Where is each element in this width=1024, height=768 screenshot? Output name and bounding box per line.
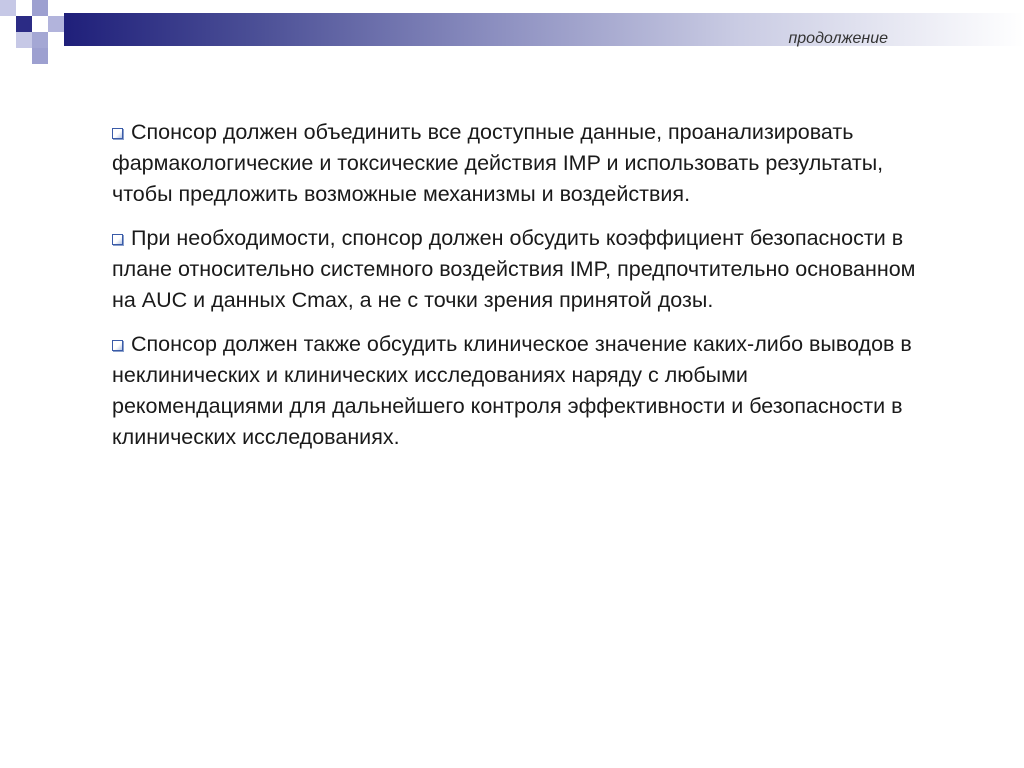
bullet-list <box>112 117 922 466</box>
bullet-text: При необходимости, спонсор должен обсудить коэффициент безопасности в плане относительно системного воздействия IMP, предпочтительно основанном на AUC и данных Cmax, а не с точки зрения принятой дозы. <box>112 226 916 312</box>
corner-squares-decoration <box>0 0 64 64</box>
deco-square <box>32 16 48 32</box>
deco-square <box>48 0 64 16</box>
bullet-item <box>112 329 922 453</box>
deco-square <box>0 32 16 48</box>
deco-square <box>0 0 16 16</box>
deco-square <box>16 0 32 16</box>
deco-square <box>32 48 48 64</box>
bullet-text: Спонсор должен также обсудить клиническое значение каких-либо выводов в неклинических и клинических исследованиях наряду с любыми рекомендациями для дальнейшего контроля эффективности и безопасности в клинических исследованиях. <box>112 332 912 449</box>
hollow-square-icon <box>112 234 123 245</box>
bullet-item <box>112 117 922 210</box>
bullet-item <box>112 223 922 316</box>
deco-square <box>32 0 48 16</box>
bullet-text: Спонсор должен объединить все доступные данные, проанализировать фармакологические и токсические действия IMP и использовать результаты, чтобы предложить возможные механизмы и воздействия. <box>112 120 884 206</box>
deco-square <box>48 32 64 48</box>
deco-square <box>16 32 32 48</box>
deco-square <box>16 16 32 32</box>
continuation-label: продолжение <box>788 30 888 47</box>
deco-square <box>32 32 48 48</box>
deco-square <box>48 16 64 32</box>
hollow-square-icon <box>112 128 123 139</box>
hollow-square-icon <box>112 340 123 351</box>
deco-square <box>0 16 16 32</box>
